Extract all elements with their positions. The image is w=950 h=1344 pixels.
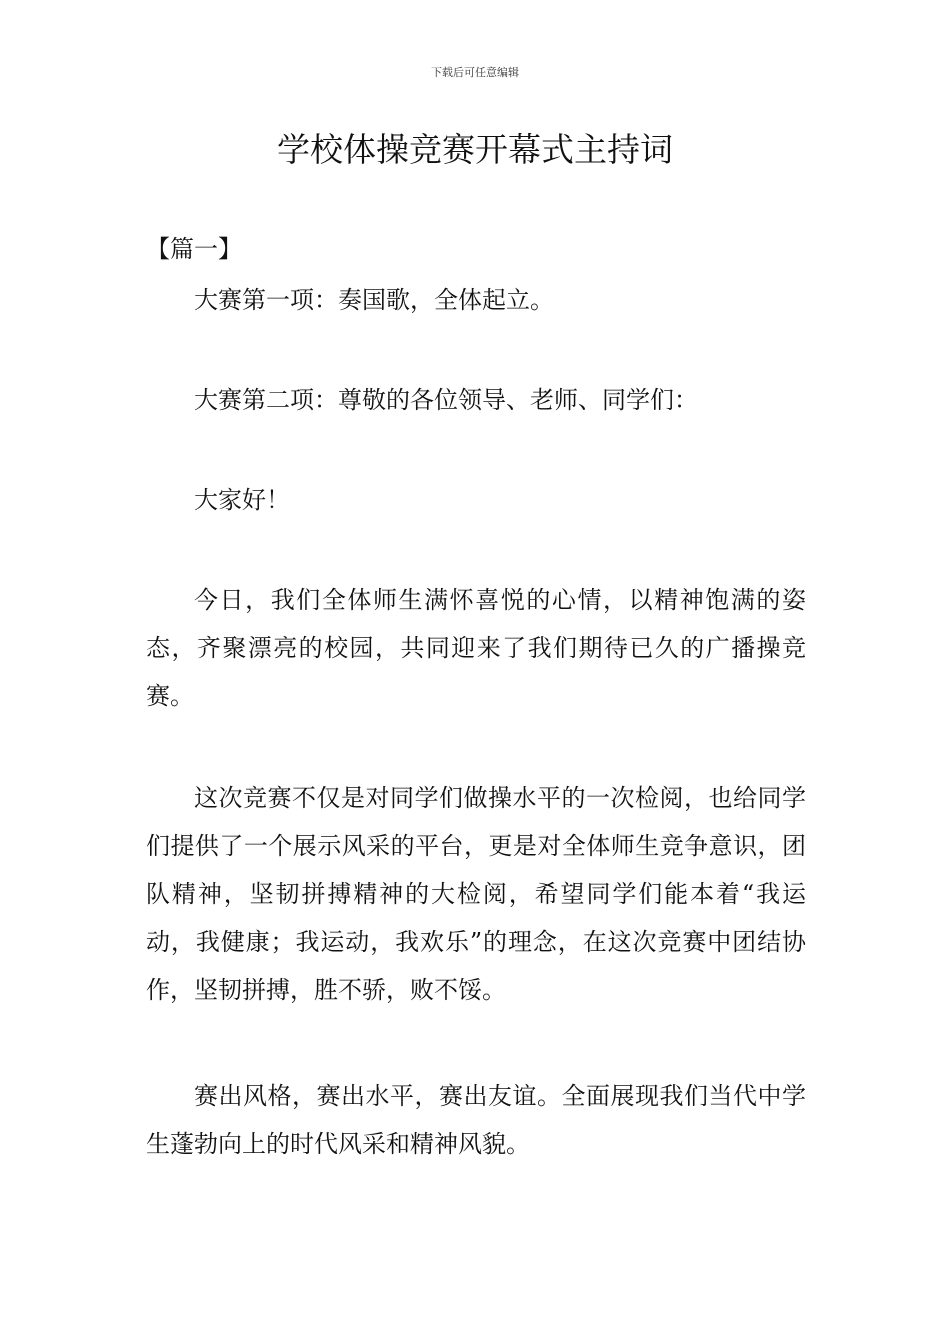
section-label: 【篇一】 — [146, 235, 242, 263]
document-title: 学校体操竞赛开幕式主持词 — [277, 130, 673, 169]
paragraph-opening: 今日，我们全体师生满怀喜悦的心情，以精神饱满的姿态，齐聚漂亮的校园，共同迎来了我们期待已久的广播操竞赛。 — [146, 586, 806, 710]
paragraph-hello: 大家好！ — [194, 486, 290, 514]
paragraph-closing: 赛出风格，赛出水平，赛出友谊。全面展现我们当代中学生蓬勃向上的时代风采和精神风貌。 — [146, 1082, 806, 1158]
paragraph-purpose: 这次竞赛不仅是对同学们做操水平的一次检阅，也给同学们提供了一个展示风采的平台，更是对全体师生竞争意识，团队精神，坚韧拼搏精神的大检阅，希望同学们能本着“我运动，我健康；我运动，我欢乐”的理念，在这次竞赛中团结协作，坚韧拼搏，胜不骄，败不馁。 — [146, 784, 806, 1004]
paragraph-greeting: 大赛第二项：尊敬的各位领导、老师、同学们： — [194, 386, 698, 414]
paragraph-anthem: 大赛第一项：奏国歌，全体起立。 — [194, 286, 554, 314]
header-note: 下载后可任意编辑 — [431, 66, 519, 79]
